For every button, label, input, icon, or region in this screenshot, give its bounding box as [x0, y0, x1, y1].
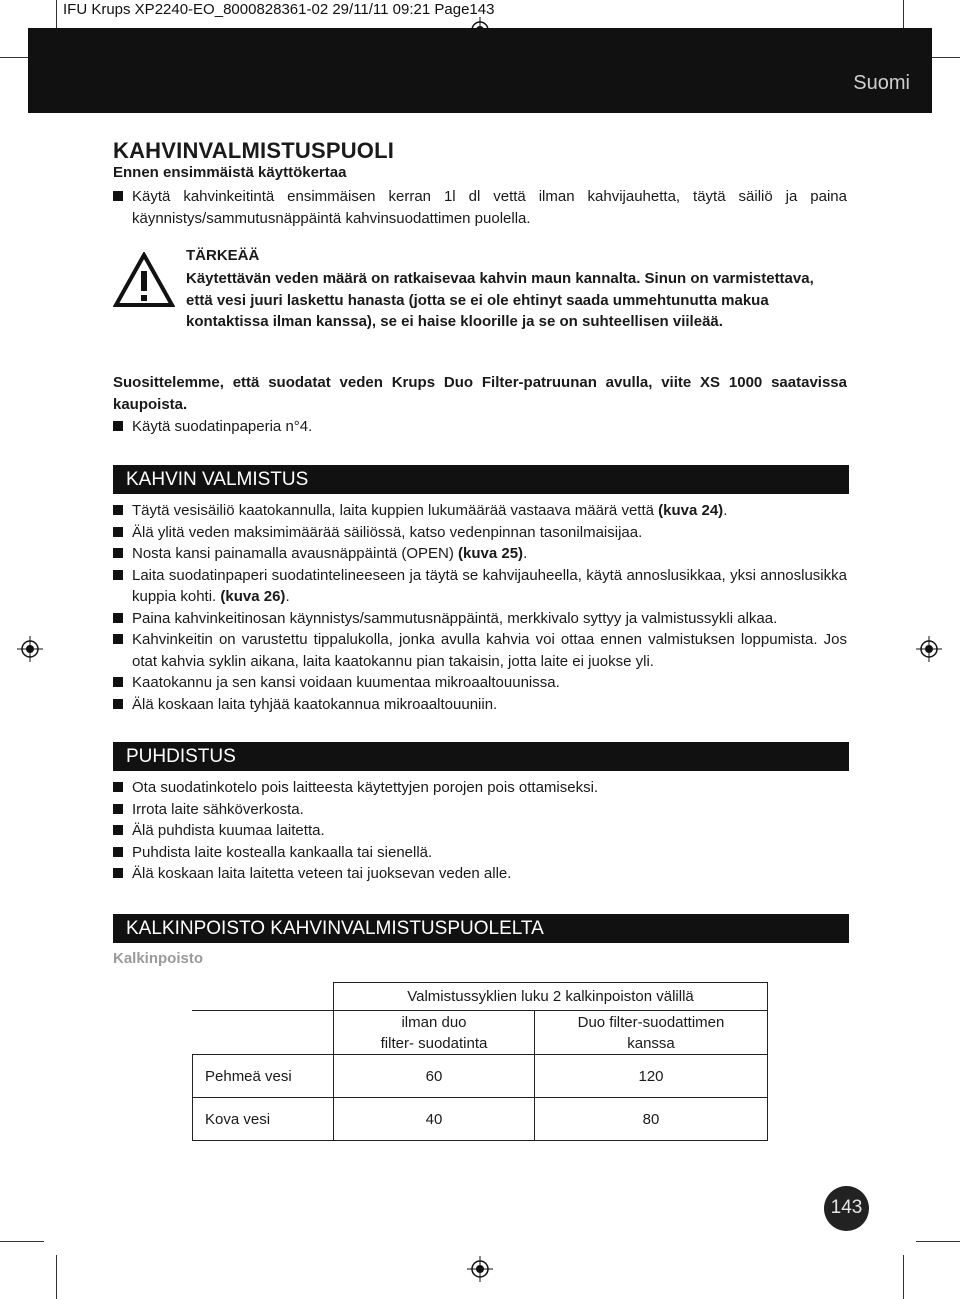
section-header-kalkinpoisto	[113, 914, 849, 943]
figure-ref: (kuva 25)	[458, 545, 524, 562]
item-text: Nosta kansi painamalla avausnäppäintä (OPEN)	[132, 545, 459, 562]
important-text: Käytettävän veden määrä on ratkaisevaa kahvin maun kannalta. Sinun on varmistettava, että vesi juuri laskettu hanasta (jotta se ei ole ehtinyt saada ummehtunutta makua kontaktissa ilman kanssa), se ei haise kloorille ja se on suhteellisen viileää.	[186, 270, 814, 330]
print-slug: IFU Krups XP2240-EO_8000828361-02 29/11/11 09:21 Page143	[63, 1, 495, 18]
section-header-puhdistus	[113, 742, 849, 771]
brewing-list	[113, 500, 847, 715]
list-item: Älä puhdista kuumaa laitetta.	[113, 820, 847, 842]
table-cell: 60	[334, 1055, 535, 1098]
item-text: Laita suodatinpaperi suodatintelineeseen ja täytä se kahvijauheella, käytä annoslusikkaa, yksi annoslusikka kuppia kohti.	[132, 566, 847, 605]
crop-mark	[56, 1255, 57, 1299]
subsection-label: Kalkinpoisto	[113, 950, 204, 967]
item-text: Täytä vesisäiliö kaatokannulla, laita kuppien lukumäärää vastaava määrä vettä	[132, 502, 659, 519]
header-bar	[28, 28, 932, 113]
table-cell: 120	[535, 1055, 768, 1098]
language-label: Suomi	[853, 72, 910, 94]
row-label: Kova vesi	[193, 1098, 334, 1141]
crop-mark	[903, 1255, 904, 1299]
descaling-table	[192, 982, 768, 1141]
filter-paper-list	[113, 416, 847, 438]
registration-mark-icon	[467, 1256, 493, 1282]
table-corner	[193, 983, 334, 1011]
item-text: Kaatokannu ja sen kansi voidaan kuumentaa mikroaaltouunissa.	[132, 674, 560, 691]
list-item: Ota suodatinkotelo pois laitteesta käytettyjen porojen pois ottamiseksi.	[113, 777, 847, 799]
table-cell: 40	[334, 1098, 535, 1141]
list-item	[113, 629, 847, 672]
item-text: Älä koskaan laita tyhjää kaatokannua mikroaaltouuniin.	[132, 695, 498, 713]
table-cell: 80	[535, 1098, 768, 1141]
recommendation-text: Suosittelemme, että suodatat veden Krups Duo Filter-patruunan avulla, viite XS 1000 saatavissa kaupoista.	[113, 374, 847, 413]
list-item	[113, 543, 847, 565]
section-title: KAHVINVALMISTUSPUOLI	[113, 138, 395, 163]
list-item: Älä koskaan laita laitetta veteen tai juoksevan veden alle.	[113, 863, 847, 885]
table-row	[193, 1098, 768, 1141]
item-text: Älä ylitä veden maksimimäärää säiliössä, katso vedenpinnan tasonilmaisijaa.	[132, 523, 643, 541]
table-row	[193, 1055, 768, 1098]
cleaning-list	[113, 777, 847, 885]
list-item: Puhdista laite kostealla kankaalla tai sienellä.	[113, 842, 847, 864]
section-header-label: KAHVIN VALMISTUS	[126, 469, 309, 490]
warning-icon	[113, 252, 175, 308]
row-label: Pehmeä vesi	[193, 1055, 334, 1098]
list-item: Käytä suodatinpaperia n°4.	[113, 416, 847, 438]
page-number-badge	[824, 1186, 869, 1231]
crop-mark	[916, 1241, 960, 1242]
page-number: 143	[830, 1197, 863, 1218]
item-text: Paina kahvinkeitinosan käynnistys/sammutusnäppäintä, merkkivalo syttyy ja valmistussykli alkaa.	[132, 609, 778, 627]
item-text: Kahvinkeitin on varustettu tippalukolla, jonka avulla kahvia voi ottaa ennen valmistuksen loppumista. Jos otat kahvia syklin aikana, laita kaatokannu pian takaisin, jotta laite ei juokse yli.	[132, 631, 847, 670]
important-title: TÄRKEÄÄ	[186, 247, 260, 264]
figure-ref: (kuva 24)	[658, 502, 724, 519]
list-item	[113, 672, 847, 694]
first-use-list	[113, 186, 847, 229]
column-header-line: filter- suodatinta	[380, 1034, 488, 1052]
list-item: Käytä kahvinkeitintä ensimmäisen kerran 1l dl vettä ilman kahvijauhetta, täytä säiliö ja paina käynnistys/sammutusnäppäintä kahvinsuodattimen puolella.	[113, 186, 847, 229]
section-header-kahvin-valmistus	[113, 465, 849, 494]
item-end: .	[285, 588, 290, 605]
list-item	[113, 522, 847, 544]
column-header	[535, 1011, 768, 1055]
list-item	[113, 565, 847, 608]
section-header-label: PUHDISTUS	[126, 746, 236, 767]
section-header-label: KALKINPOISTO KAHVINVALMISTUSPUOLELTA	[126, 918, 544, 939]
column-header-line: kanssa	[627, 1034, 675, 1052]
list-item	[113, 500, 847, 522]
table-header: Valmistussyklien luku 2 kalkinpoiston välillä	[334, 983, 768, 1011]
registration-mark-icon	[916, 636, 942, 662]
figure-ref: (kuva 26)	[220, 588, 286, 605]
registration-mark-icon	[17, 636, 43, 662]
crop-mark	[0, 1241, 44, 1242]
item-end: .	[523, 545, 528, 562]
list-item	[113, 608, 847, 630]
column-header	[334, 1011, 535, 1055]
column-header-line: Duo filter-suodattimen	[577, 1013, 725, 1031]
list-item: Irrota laite sähköverkosta.	[113, 799, 847, 821]
table-corner	[193, 1011, 334, 1055]
column-header-line: ilman duo	[401, 1013, 467, 1031]
subtitle: Ennen ensimmäistä käyttökertaa	[113, 164, 347, 181]
list-item	[113, 694, 847, 716]
item-end: .	[723, 502, 728, 519]
